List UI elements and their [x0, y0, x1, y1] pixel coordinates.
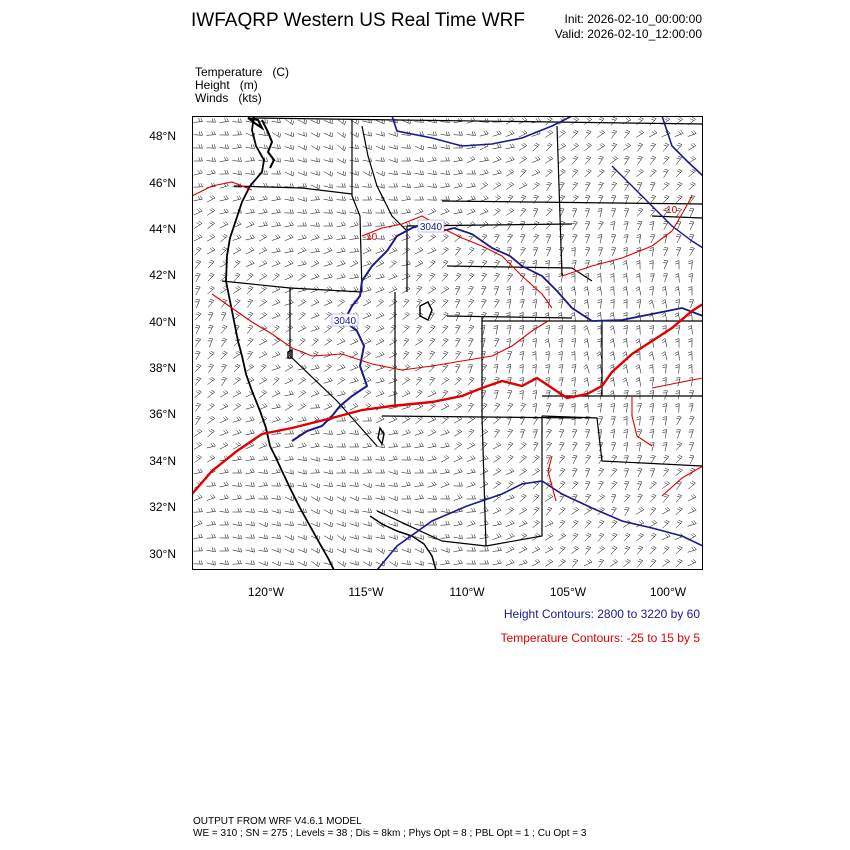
variable-name: Height [195, 78, 230, 92]
variable-unit: (C) [272, 65, 290, 79]
variable-unit: (m) [239, 78, 258, 92]
variable-winds [195, 91, 262, 105]
variable-unit: (kts) [238, 91, 262, 105]
height-contour-label: 3040 [333, 316, 357, 327]
init-time: Init: 2026-02-10_00:00:00 [564, 12, 702, 26]
lon-label: 105°W [549, 585, 587, 599]
lat-label: 36°N [149, 407, 176, 421]
temperature-contour-label: -10 [362, 232, 378, 243]
map-title: IWFAQRP Western US Real Time WRF [191, 10, 525, 31]
lon-label: 100°W [649, 585, 687, 599]
map-background [192, 116, 703, 570]
model-info-line2: WE = 310 ; SN = 275 ; Levels = 38 ; Dis = 8km ; Phys Opt = 8 ; PBL Opt = 1 ; Cu Opt = 3 [193, 828, 587, 839]
model-info-line1: OUTPUT FROM WRF V4.6.1 MODEL [193, 816, 362, 827]
height-contour-legend: Height Contours: 2800 to 3220 by 60 [503, 607, 700, 621]
variable-name: Winds [195, 91, 229, 105]
lon-label: 120°W [247, 585, 285, 599]
temperature-contour-legend: Temperature Contours: -25 to 15 by 5 [500, 631, 700, 645]
lat-label: 42°N [149, 268, 176, 282]
variable-temperature [195, 65, 289, 79]
weather-map [192, 116, 703, 570]
lat-label: 32°N [149, 500, 176, 514]
lon-label: 115°W [348, 585, 384, 599]
temperature-contour-label: -10 [662, 205, 678, 216]
lon-label: 110°W [449, 585, 485, 599]
lat-label: 44°N [149, 222, 176, 236]
lat-label: 38°N [149, 361, 176, 375]
valid-time: Valid: 2026-02-10_12:00:00 [554, 27, 702, 41]
lat-label: 46°N [149, 176, 176, 190]
lat-label: 30°N [149, 547, 176, 561]
lat-label: 40°N [149, 315, 176, 329]
variable-name: Temperature [195, 65, 263, 79]
lat-label: 48°N [149, 129, 176, 143]
height-contour-label: 3040 [419, 222, 443, 233]
variable-height [195, 78, 258, 92]
lat-label: 34°N [149, 454, 176, 468]
